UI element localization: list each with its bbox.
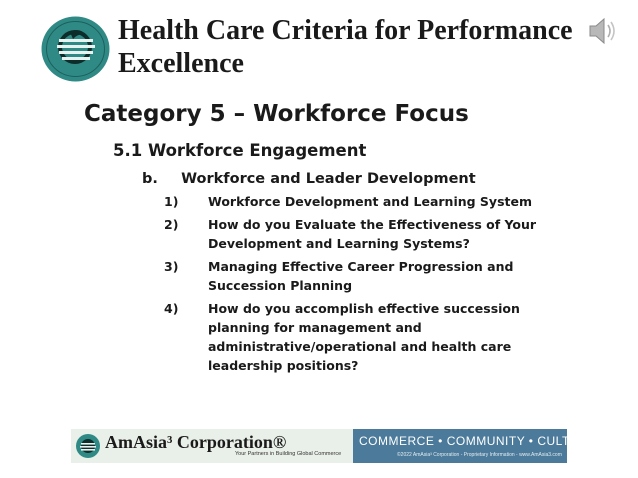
category-heading: Category 5 – Workforce Focus	[84, 101, 469, 127]
list-item	[164, 215, 584, 253]
list-item-text: Workforce Development and Learning System	[208, 194, 532, 209]
list-item	[164, 299, 584, 375]
item-b-marker: b.	[142, 171, 158, 187]
footer-tagline: Your Partners in Building Global Commerce	[235, 451, 342, 457]
footer-brand: AmAsia³ Corporation®	[105, 432, 287, 452]
list-item	[164, 192, 584, 211]
speaker-icon[interactable]	[586, 14, 620, 48]
list-item-text: Managing Effective Career Progression and Succession Planning	[208, 259, 514, 293]
list-item-number: 3)	[164, 259, 179, 274]
list-item-number: 2)	[164, 217, 179, 232]
list-item	[164, 257, 584, 295]
footer-motto: COMMERCE • COMMUNITY • CULTURE	[359, 434, 597, 448]
item-b	[142, 169, 476, 189]
baldrige-emblem-icon	[40, 15, 111, 83]
footer-motto-panel	[353, 429, 597, 463]
footer-banner	[71, 429, 597, 463]
footer-copyright: ©2022 AmAsia³ Corporation - Proprietary Information - www.AmAsia3.com	[397, 452, 562, 458]
list-item-text: How do you Evaluate the Effectiveness of Your Development and Learning Systems?	[208, 217, 537, 251]
slide-title: Health Care Criteria for Performance Excellence	[118, 15, 573, 79]
item-b-label: Workforce and Leader Development	[181, 171, 476, 187]
subsection-heading: 5.1 Workforce Engagement	[113, 141, 367, 160]
list-item-text: How do you accomplish effective succession planning for management and administrative/operational and health care leadership positions?	[208, 301, 520, 373]
footer-brand-panel	[71, 429, 353, 463]
list-item-number: 4)	[164, 301, 179, 316]
numbered-list	[164, 192, 584, 379]
list-item-number: 1)	[164, 194, 179, 209]
amasia-logo-icon	[75, 433, 101, 459]
